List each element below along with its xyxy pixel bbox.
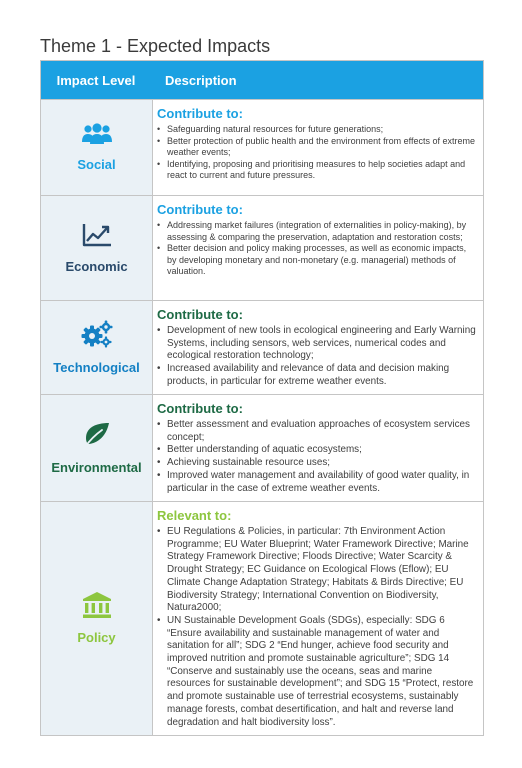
- level-cell-technological: [41, 301, 153, 394]
- desc-cell-technological: [153, 301, 483, 394]
- list-item: • Better assessment and evaluation approaches of ecosystem services concept;: [157, 419, 477, 444]
- level-cell-social: [41, 100, 153, 195]
- level-cell-environmental: [41, 395, 153, 501]
- table-row-environmental: [41, 394, 483, 501]
- desc-heading-social: Contribute to:: [157, 106, 243, 121]
- desc-heading-economic: Contribute to:: [157, 202, 243, 217]
- list-item: • Better protection of public health and the environment from effects of extreme weather events;: [157, 136, 477, 159]
- list-item: • UN Sustainable Development Goals (SDGs), especially: SDG 6 “Ensure availability and sustainable management of water and sanitation for all”; SDG 2 “End hunger, achieve food security and improved nutrition and promote sustainable agriculture”; SDG 14 “Conserve and sustainably use the oceans, seas and marine resources for sustainable development”; and SDG 15 “Protect, restore and promote sustainable use of terrestrial ecosystems, sustainably manage forests, combat desertification, and halt and reverse land degradation and halt biodiversity loss”.: [157, 615, 477, 729]
- list-item: • Development of new tools in ecological engineering and Early Warning Systems, including sensors, web services, numerical codes and ecological restoration technology;: [157, 325, 477, 363]
- level-cell-policy: [41, 502, 153, 735]
- table-row-social: [41, 99, 483, 195]
- desc-heading-policy: Relevant to:: [157, 508, 232, 523]
- impacts-table: [40, 60, 484, 736]
- level-label-social: Social: [77, 157, 116, 172]
- desc-cell-policy: [153, 502, 483, 735]
- list-item: • Better understanding of aquatic ecosystems;: [157, 444, 477, 457]
- list-item: • Better decision and policy making processes, as well as economic impacts, by developing monetary and non-monetary (e.g. managerial) methods of valuation.: [157, 243, 477, 278]
- list-item: • Improved water management and availability of good water quality, in particular in the case of extreme weather events.: [157, 470, 477, 495]
- table-header: [41, 61, 483, 99]
- header-description: Description: [165, 72, 237, 88]
- level-label-technological: Technological: [53, 360, 140, 375]
- trend-chart-icon: [82, 223, 112, 247]
- list-item: • Safeguarding natural resources for future generations;: [157, 124, 477, 136]
- bullet-list-technological: [157, 325, 477, 389]
- table-row-economic: [41, 195, 483, 300]
- bullet-list-social: [157, 124, 477, 182]
- desc-cell-environmental: [153, 395, 483, 501]
- list-item: • Increased availability and relevance of data and decision making products, in particular for extreme weather events.: [157, 363, 477, 388]
- list-item: • EU Regulations & Policies, in particular: 7th Environment Action Programme; EU Water Blueprint; Water Framework Directive; Marine Strategy Framework Directive; Floods Directive; Water Scarcity & Drought Strategy; EC Guidance on Ecological Flows (Eflow); EU Climate Change Adaptation Strategy; Habitats & Birds Directive; EU Biodiversity Strategy; International Convention on Biodiversity, Natura2000;: [157, 526, 477, 615]
- desc-cell-economic: [153, 196, 483, 300]
- gears-icon: [81, 320, 113, 348]
- leaf-icon: [83, 422, 111, 448]
- bullet-list-environmental: [157, 419, 477, 495]
- bullet-list-economic: [157, 220, 477, 278]
- table-row-technological: [41, 300, 483, 394]
- desc-heading-environmental: Contribute to:: [157, 401, 243, 416]
- list-item: • Achieving sustainable resource uses;: [157, 457, 477, 470]
- institution-building-icon: [82, 592, 112, 618]
- level-label-economic: Economic: [65, 258, 128, 274]
- people-group-icon: [82, 123, 112, 145]
- page-title: Theme 1 - Expected Impacts: [40, 36, 271, 56]
- level-label-policy: Policy: [77, 630, 116, 645]
- list-item: • Identifying, proposing and prioritising measures to help societies adapt and react to current and future pressures.: [157, 159, 477, 182]
- bullet-list-policy: [157, 526, 477, 729]
- level-cell-economic: [41, 196, 153, 300]
- header-impact-level: Impact Level: [56, 72, 136, 88]
- desc-heading-technological: Contribute to:: [157, 307, 243, 322]
- level-label-environmental: Environmental: [51, 459, 142, 475]
- table-row-policy: [41, 501, 483, 735]
- desc-cell-social: [153, 100, 483, 195]
- list-item: • Addressing market failures (integration of externalities in policy-making), by assessing & comparing the preservation, adaptation and restoration costs;: [157, 220, 477, 243]
